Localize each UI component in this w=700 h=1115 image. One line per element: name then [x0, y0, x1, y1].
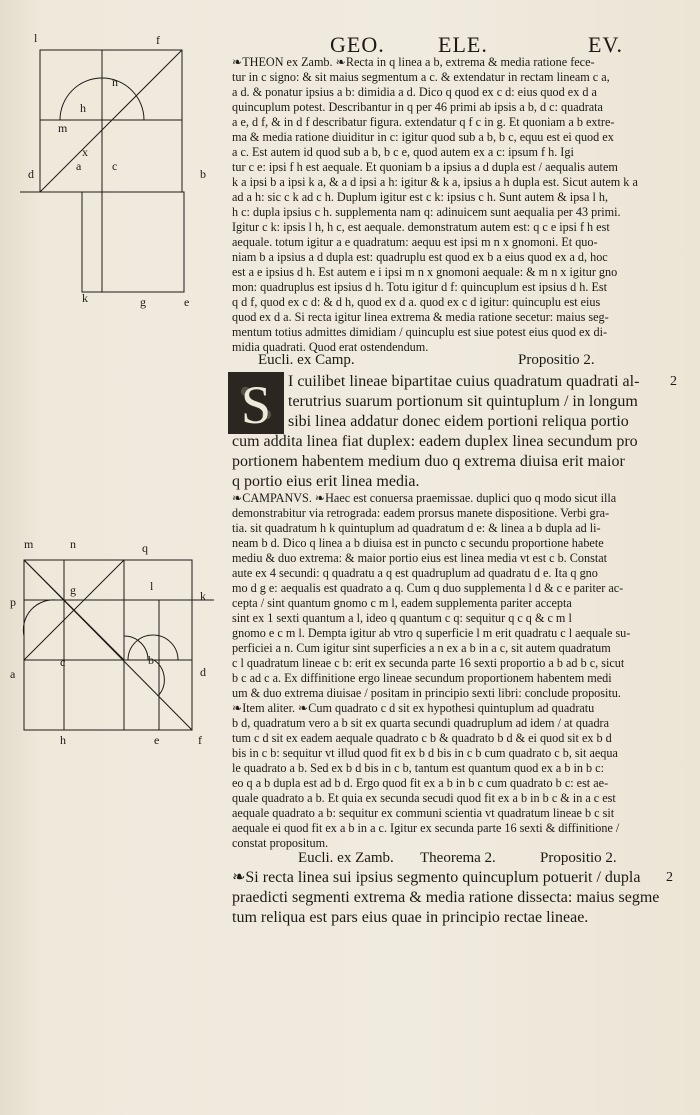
text-line: aequale ei quod fit ex a b in a c. Igitur ex secunda parte 16 sexti & diffinitione /: [232, 821, 620, 835]
zamb-heading-right: Propositio 2.: [540, 850, 617, 866]
fig2-label-k: k: [200, 589, 206, 603]
text-line: le quadrato a b. Sed ex b d bis in c b, tantum est quantum quod ex a b in b c:: [232, 761, 604, 775]
text-line: demonstrabitur via retrograda: eadem prorsus manete dispositione. Verbi gra-: [232, 506, 610, 520]
text-line: gnomo e c m l. Dempta igitur ab vtro q superficie l m erit quadratu c l aequale su-: [232, 626, 631, 640]
fig2-label-g: g: [70, 583, 76, 597]
text-line: est a e ipsius d h. Est autem e i ipsi m n x gnomoni aequale: & m n x igitur gno: [232, 265, 618, 279]
text-line: cum addita linea fiat duplex: eadem duplex linea secundum pro: [232, 433, 638, 450]
text-line: neam b d. Dico q linea a b diuisa est in puncto c secundu proportione habete: [232, 536, 604, 550]
text-line: quale quadrato a b. Et quia ex secunda secudi quod fit ex a b in b c & in a c est: [232, 791, 616, 805]
text-line: h c: dupla ipsius c h. supplementa nam q: adinuicem sunt aequalia per 43 primi.: [232, 205, 621, 219]
text-line: k a ipsi b a ipsi k a, & a d ipsi a h: igitur & k a, ipsius a h dupla est. Sicut autem k a: [232, 175, 638, 189]
text-line: tia. sit quadratum h k quintuplum ad quadratum d e: & linea a b dupla ad li-: [232, 521, 601, 535]
text-line: portionem habentem medium duo q extrema diuisa erit maior: [232, 453, 625, 470]
text-line: cepta / sint quantum gnomo c m l, eadem supplementa pariter accepta: [232, 596, 572, 610]
text-line: a e, d f, & in d f describatur figura. extendatur q f c in g. Et quoniam a b extre-: [232, 115, 615, 129]
text-line: ❧Item aliter. ❧Cum quadrato c d sit ex hypothesi quintuplum ad quadratu: [232, 701, 595, 715]
text-line: aute ex 4 secundi: q quadratu a q est quadruplum ad quadratu d e. Ita q gno: [232, 566, 598, 580]
header-left: GEO.: [330, 32, 385, 57]
drop-cap-initial: S: [228, 372, 284, 434]
text-line: ❧Si recta linea sui ipsius segmento quincuplum potuerit / dupla: [232, 869, 641, 886]
section-heading-right: Propositio 2.: [518, 352, 595, 368]
text-line: perficiei a n. Cum igitur sint superficies a n ex a b in a c, sit autem quadratum: [232, 641, 611, 655]
text-line: aequale. totum igitur a e quadratum: aequu est ipsi m n x gnomoni. Et quo-: [232, 235, 598, 249]
header-right: EV.: [588, 32, 623, 57]
text-line: a d. & ponatur ipsius a b: dimidia a d. Dico q quod ex c d: eius quod ex d a: [232, 85, 597, 99]
fig1-label-e: e: [184, 295, 190, 309]
fig1-label-c: c: [112, 159, 118, 173]
text-line: bis in c b: sequitur vt illud quod fit ex b d bis in c b cum quadrato c b, sit aequa: [232, 746, 618, 760]
text-line: q portio eius erit linea media.: [232, 473, 420, 490]
text-line: ad a h: sic c k ad c h. Duplum igitur est c k: ipsius c h. Sunt autem & ipsa l h,: [232, 190, 609, 204]
fig1-label-b: b: [200, 167, 206, 181]
fig1-label-x: x: [82, 145, 88, 159]
fig1-label-g: g: [140, 295, 146, 309]
text-line: constat propositum.: [232, 836, 329, 850]
fig1-label-a: a: [76, 159, 82, 173]
fig2-label-m: m: [24, 537, 34, 551]
fig2-label-l: l: [150, 579, 154, 593]
text-line: I cuilibet lineae bipartitae cuius quadratum quadrati al-: [288, 373, 640, 390]
header-middle: ELE.: [438, 32, 488, 57]
text-line: mentum totius admittes dimidiam / quincuplu est siue potest eius quod ex di-: [232, 325, 608, 339]
marginal-number: 2: [670, 374, 677, 389]
fig2-label-c: c: [60, 655, 66, 669]
text-line: midia quadrati. Quod erat ostendendum.: [232, 340, 429, 354]
fig2-label-d: d: [200, 665, 206, 679]
text-line: mo d g e: aequalis est quadrato a q. Cum q duo supplementa l d & c e pariter ac-: [232, 581, 624, 595]
fig1-label-l: l: [34, 31, 38, 45]
text-line: tum reliqua est pars eius quae in principio rectae lineae.: [232, 909, 589, 926]
text-line: tur in c signo: & sit maius segmentum a c. & extendatur in rectam lineam c a,: [232, 70, 610, 84]
fig1-label-h: h: [80, 101, 86, 115]
text-line: quod ex d a. Si recta igitur linea extrema & media ratione secetur: maius seg-: [232, 310, 609, 324]
text-line: niam b a ipsius a d dupla est: quadruplu est quod ex b a eius quod ex a d, hoc: [232, 250, 608, 264]
text-line: aequale quadrato a b: sequitur ex communi scientia vt quadratum lineae b c sit: [232, 806, 615, 820]
fig2-label-n: n: [70, 537, 76, 551]
marginal-number: 2: [666, 870, 673, 885]
section-heading-left: Eucli. ex Camp.: [258, 352, 355, 368]
fig2-label-e: e: [154, 733, 160, 747]
text-line: tum c d sit ex eadem aequale quadrato c b & quadrato b d & ei quod sit ex b d: [232, 731, 612, 745]
text-line: q d f, quod ex c d: & d h, quod ex d a. quod ex c d igitur: quincuplu est eius: [232, 295, 601, 309]
text-line: b d, quadratum vero a b sit ex quarta secundi quadruplum ad idem / at quadra: [232, 716, 610, 730]
text-line: mon: quadruplus est ipsius d h. Totu igitur d f: quincuplum est ipsius d h. Est: [232, 280, 608, 294]
zamb-heading-middle: Theorema 2.: [420, 850, 496, 866]
text-line: Igitur c k: ipsis l h, h c, est aequale. demonstratum autem est: q c e ipsi f h est: [232, 220, 610, 234]
fig2-label-p: p: [10, 595, 16, 609]
fig2-label-q: q: [142, 541, 148, 555]
text-line: a c. Est autem id quod sub a b, b c e, quod autem ex a c: ipsum f h. Igi: [232, 145, 574, 159]
text-line: ma & media ratione diuiditur in c: igitur quod sub a b, b c, equu est ei quod ex: [232, 130, 614, 144]
text-line: um & duo extrema diuisae / positam in principio sexti libri: conclude propositu.: [232, 686, 621, 700]
fig1-label-d: d: [28, 167, 34, 181]
geometry-figure-2: [4, 536, 226, 756]
text-line: ❧CAMPANVS. ❧Haec est conuersa praemissae. duplici quo q modo sicut illa: [232, 491, 617, 505]
fig2-label-a: a: [10, 667, 16, 681]
geometry-figure-1: [20, 28, 230, 310]
fig2-label-h: h: [60, 733, 66, 747]
fig1-label-m: m: [58, 121, 68, 135]
text-line: sibi linea addatur donec eidem portioni reliqua portio: [288, 413, 629, 430]
text-line: b c ad c a. Ex diffinitione ergo lineae secundum proportionem habentem medi: [232, 671, 612, 685]
fig1-label-k: k: [82, 291, 88, 305]
text-line: sint ex 1 sexti quantum a l, ideo q quantum c q: sequitur q c q & c m l: [232, 611, 572, 625]
fig2-label-f: f: [198, 733, 202, 747]
zamb-heading-left: Eucli. ex Zamb.: [298, 850, 394, 866]
fig2-label-b: b: [148, 653, 154, 667]
text-line: praedicti segmenti extrema & media ratione dissecta: maius segme: [232, 889, 660, 906]
text-line: mediu & duo extrema: & maior portio eius est linea media vt est c b. Constat: [232, 551, 608, 565]
fig1-label-f: f: [156, 33, 160, 47]
text-line: c l quadratum lineae c b: erit ex secunda parte 16 sexti proportio a b ad b c, sicut: [232, 656, 625, 670]
text-line: tur c e: ipsi f h est aequale. Et quoniam b a ipsius a d dupla est / aequalis autem: [232, 160, 618, 174]
fig1-label-n: n: [112, 75, 118, 89]
text-line: eo q a b dupla est ad b d. Ergo quod fit ex a b in b c cum quadrato b c: est ae-: [232, 776, 609, 790]
text-line: quincuplum potest. Describantur in q per 46 primi ab ipsis a b, d c: quadrata: [232, 100, 603, 114]
text-line: ❧THEON ex Zamb. ❧Recta in q linea a b, extrema & media ratione fece-: [232, 55, 595, 69]
text-line: terutrius suarum portionum sit quintuplum / in longum: [288, 393, 638, 410]
